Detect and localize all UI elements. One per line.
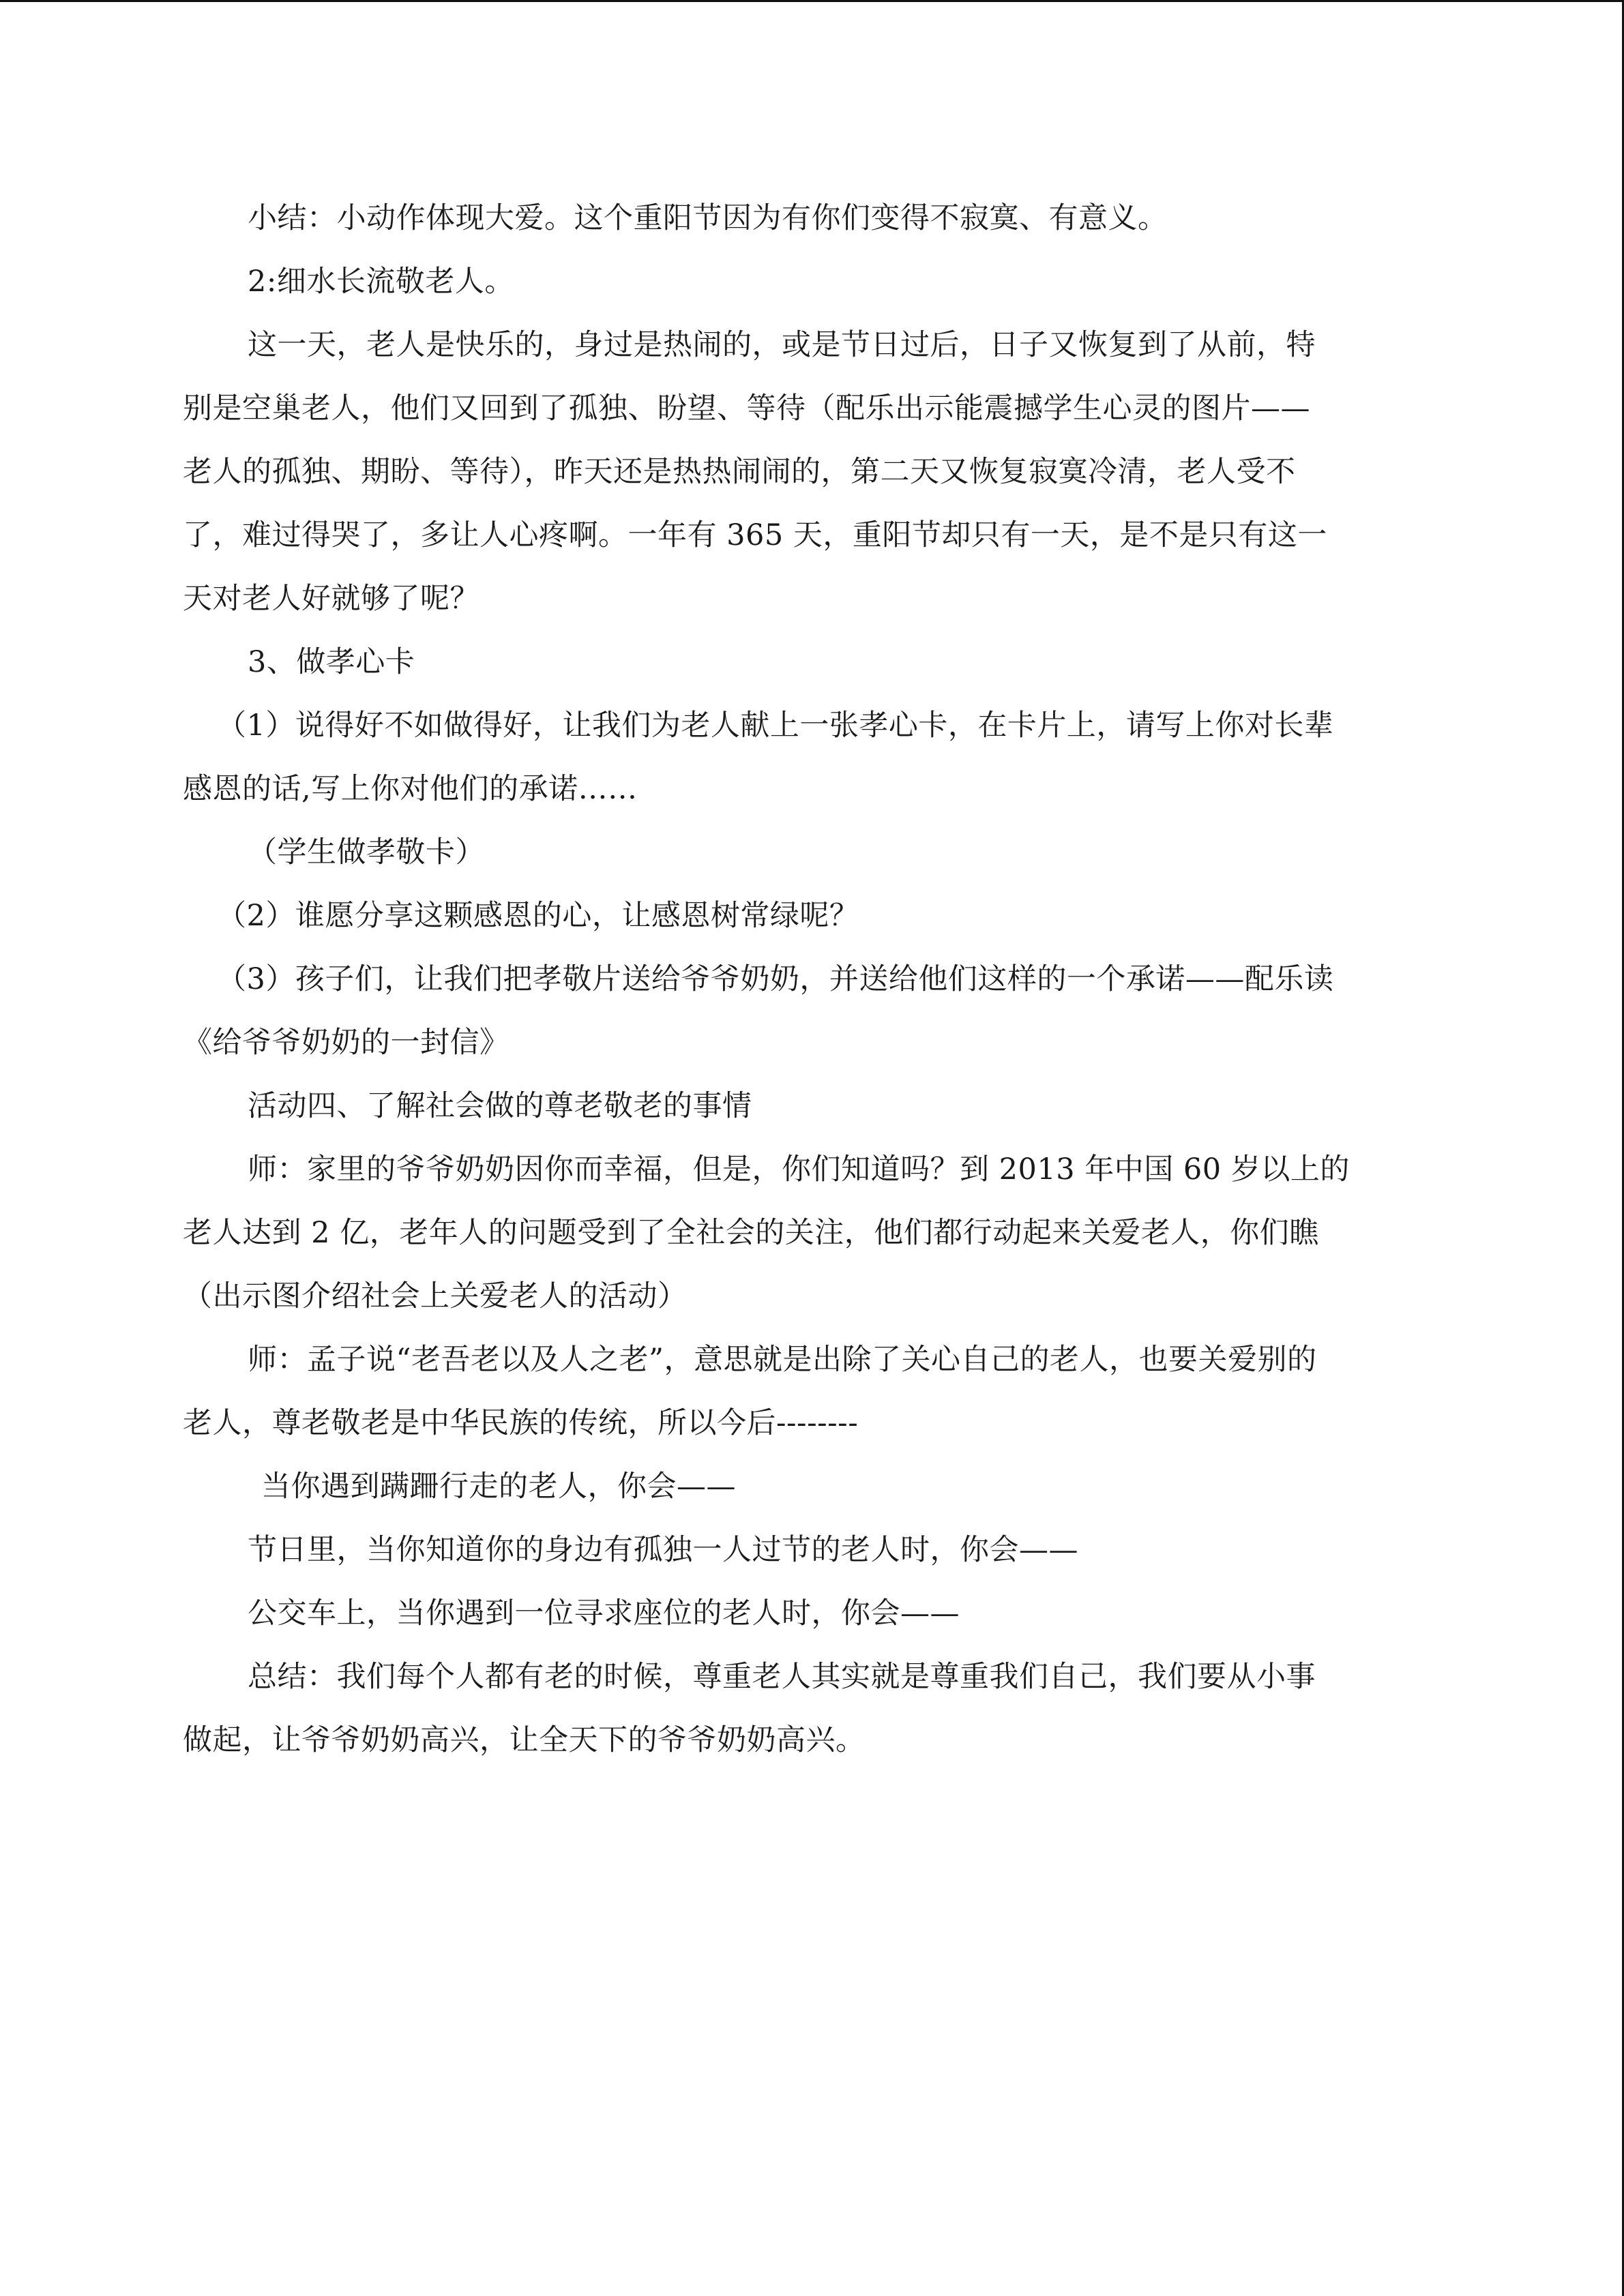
- section-heading-2: 2:细水长流敬老人。: [248, 265, 514, 299]
- paragraph-line: 《给爷爷奶奶的一封信》: [183, 1026, 510, 1060]
- paragraph-line: 师：家里的爷爷奶奶因你而幸福，但是，你们知道吗？到 2013 年中国 60 岁以上的: [248, 1152, 1350, 1187]
- section-heading-3: 3、做孝心卡: [248, 645, 415, 679]
- paragraph-line: 了，难过得哭了，多让人心疼啊。一年有 365 天，重阳节却只有一天，是不是只有这一: [183, 518, 1327, 552]
- page-top-edge: [0, 0, 1624, 2]
- prompt-line: 当你遇到蹒跚行走的老人，你会——: [261, 1470, 736, 1504]
- list-item-1: （1）说得好不如做得好，让我们为老人献上一张孝心卡，在卡片上，请写上你对长辈: [217, 709, 1334, 743]
- paragraph-line: 感恩的话,写上你对他们的承诺……: [183, 772, 638, 806]
- paragraph-line: （出示图介绍社会上关爱老人的活动）: [183, 1279, 688, 1313]
- conclusion-line: 总结：我们每个人都有老的时候，尊重老人其实就是尊重我们自己，我们要从小事: [248, 1660, 1316, 1694]
- summary-line: 小结：小动作体现大爱。这个重阳节因为有你们变得不寂寞、有意义。: [248, 201, 1168, 235]
- note-line: （学生做孝敬卡）: [248, 835, 485, 869]
- list-item-2: （2）谁愿分享这颗感恩的心，让感恩树常绿呢？: [217, 899, 859, 933]
- paragraph-line: 老人的孤独、期盼、等待），昨天还是热热闹闹的，第二天又恢复寂寞冷清，老人受不: [183, 455, 1296, 489]
- prompt-line: 公交车上，当你遇到一位寻求座位的老人时，你会——: [248, 1596, 960, 1630]
- paragraph-line: 天对老人好就够了呢？: [183, 582, 479, 616]
- paragraph-line: 这一天，老人是快乐的，身过是热闹的，或是节日过后，日子又恢复到了从前，特: [248, 328, 1316, 362]
- conclusion-line: 做起，让爷爷奶奶高兴，让全天下的爷爷奶奶高兴。: [183, 1723, 866, 1757]
- activity-heading: 活动四、了解社会做的尊老敬老的事情: [248, 1089, 752, 1123]
- paragraph-line: 老人达到 2 亿，老年人的问题受到了全社会的关注，他们都行动起来关爱老人，你们瞧: [183, 1216, 1319, 1250]
- prompt-line: 节日里，当你知道你的身边有孤独一人过节的老人时，你会——: [248, 1533, 1078, 1567]
- list-item-3: （3）孩子们，让我们把孝敬片送给爷爷奶奶，并送给他们这样的一个承诺——配乐读: [217, 962, 1334, 996]
- paragraph-line: 老人，尊老敬老是中华民族的传统，所以今后--------: [183, 1406, 859, 1440]
- paragraph-line: 师：孟子说“老吾老以及人之老”，意思就是出除了关心自己的老人，也要关爱别的: [248, 1343, 1317, 1377]
- paragraph-line: 别是空巢老人，他们又回到了孤独、盼望、等待（配乐出示能震撼学生心灵的图片——: [183, 391, 1310, 426]
